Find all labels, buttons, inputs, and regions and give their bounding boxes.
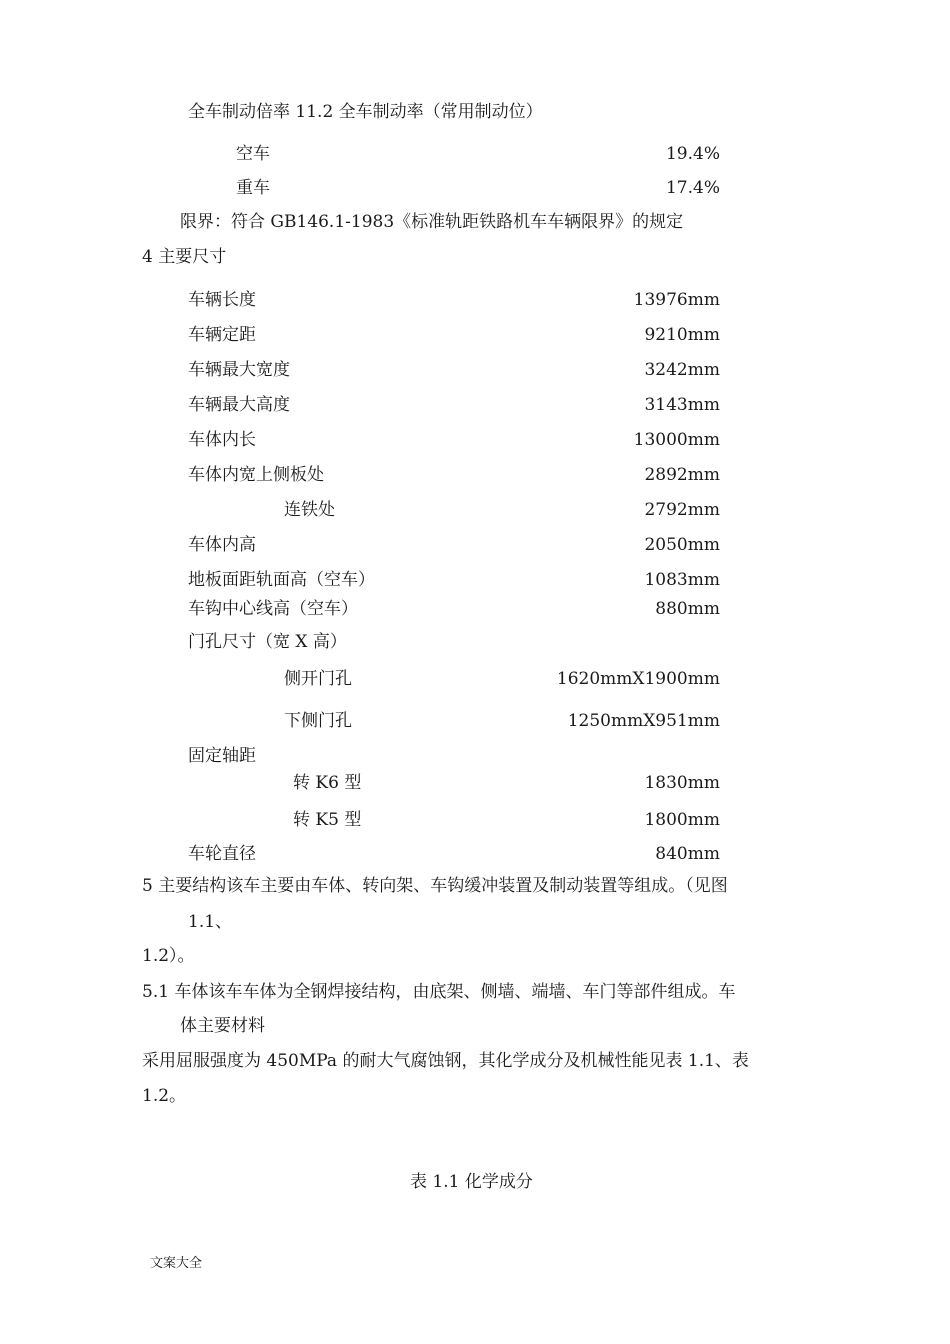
section51-line2: 体主要材料 (180, 1016, 265, 1036)
wheelbase-k6-value: 1830mm (644, 773, 720, 793)
door-side-value: 1620mmX1900mm (556, 669, 720, 689)
dim-value: 2792mm (644, 500, 720, 520)
dim-value: 9210mm (644, 325, 720, 345)
dim-label: 连铁处 (284, 500, 335, 520)
dim-label: 车辆最大高度 (188, 395, 290, 415)
dim-label: 车体内高 (188, 535, 256, 555)
brake-empty-label: 空车 (236, 144, 270, 164)
dim-value: 3143mm (644, 395, 720, 415)
dim-label: 车体内宽上侧板处 (188, 465, 324, 485)
brake-loaded-value: 17.4% (665, 178, 720, 198)
dim-value: 13000mm (633, 430, 720, 450)
door-title: 门孔尺寸（宽 X 高） (188, 632, 347, 652)
section51-line1: 5.1 车体该车车体为全钢焊接结构，由底架、侧墙、端墙、车门等部件组成。车 (142, 982, 736, 1002)
section51-line3: 采用屈服强度为 450MPa 的耐大气腐蚀钢，其化学成分及机械性能见表 1.1、表 (142, 1051, 749, 1071)
section5-line2: 1.1、 (188, 912, 233, 932)
brake-ratio-line: 全车制动倍率 11.2 全车制动率（常用制动位） (188, 102, 543, 122)
wheelbase-k5-label: 转 K5 型 (293, 810, 362, 830)
dim-label: 车体内长 (188, 430, 256, 450)
dim-label: 车辆定距 (188, 325, 256, 345)
dim-value: 880mm (655, 599, 720, 619)
dim-value: 3242mm (644, 360, 720, 380)
section5-line1: 5 主要结构该车主要由车体、转向架、车钩缓冲装置及制动装置等组成。（见图 (142, 876, 728, 896)
door-lower-value: 1250mmX951mm (567, 711, 720, 731)
wheel-value: 840mm (655, 844, 720, 864)
dim-value: 1083mm (644, 570, 720, 590)
wheelbase-k6-label: 转 K6 型 (293, 773, 362, 793)
section5-line3: 1.2）。 (142, 946, 195, 966)
wheelbase-title: 固定轴距 (188, 746, 256, 766)
section51-line4: 1.2。 (142, 1086, 187, 1106)
wheelbase-k5-value: 1800mm (644, 810, 720, 830)
brake-loaded-label: 重车 (236, 178, 270, 198)
dim-label: 车辆最大宽度 (188, 360, 290, 380)
dim-value: 2050mm (644, 535, 720, 555)
door-lower-label: 下侧门孔 (284, 711, 352, 731)
gauge-line: 限界：符合 GB146.1-1983《标准轨距铁路机车车辆限界》的规定 (180, 212, 684, 232)
dim-label: 地板面距轨面高（空车） (188, 570, 375, 590)
dim-value: 2892mm (644, 465, 720, 485)
footer-text: 文案大全 (150, 1256, 203, 1271)
door-side-label: 侧开门孔 (284, 669, 352, 689)
dim-label: 车辆长度 (188, 290, 256, 310)
wheel-label: 车轮直径 (188, 844, 256, 864)
table-caption: 表 1.1 化学成分 (410, 1172, 533, 1192)
brake-empty-value: 19.4% (665, 144, 720, 164)
dim-label: 车钩中心线高（空车） (188, 599, 358, 619)
dim-value: 13976mm (633, 290, 720, 310)
section4-title: 4 主要尺寸 (142, 247, 227, 267)
